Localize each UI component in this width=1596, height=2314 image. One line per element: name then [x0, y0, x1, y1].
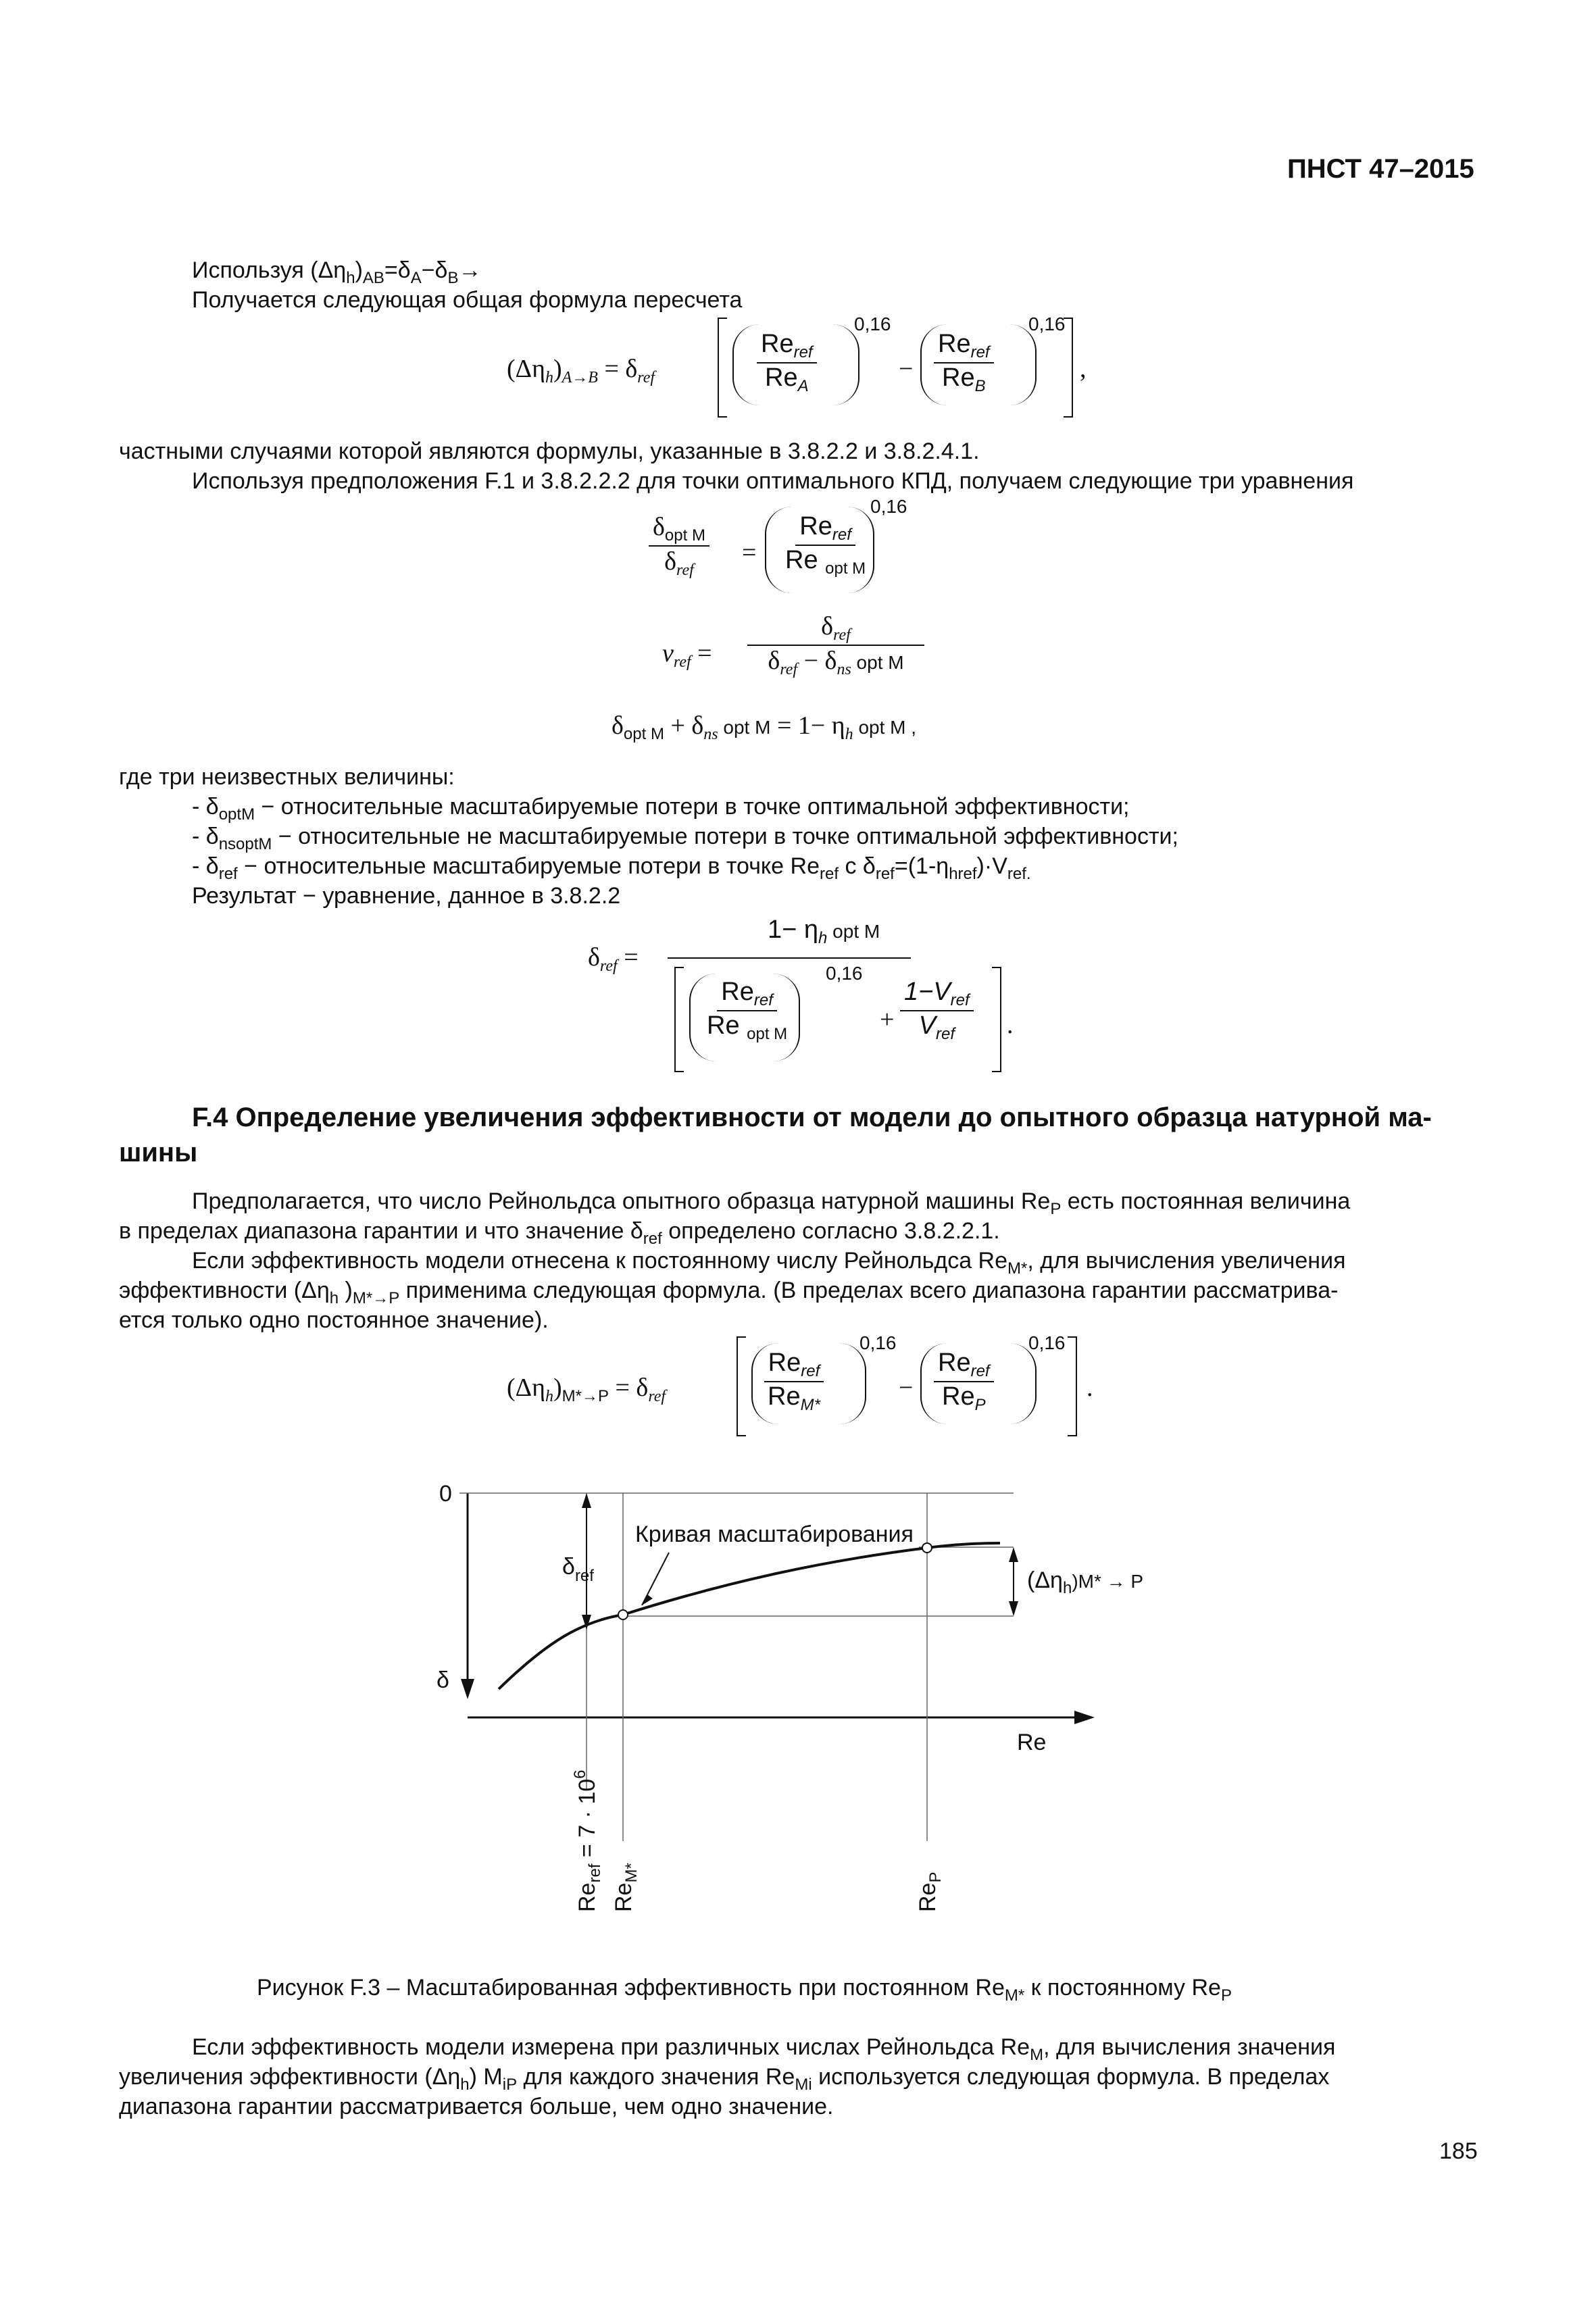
figure-caption: Рисунок F.3 – Масштабированная эффективность при постоянном $Re_{M*}$ к постоянному $Re_P$: [257, 1975, 1232, 2005]
formula-conversion-general: $(\Delta\eta_h)_{A\to B} = \delta_{ref}$ $Re_{ref}$ $Re_A$ 0,16 − $Re_{ref}$ $Re_B$ 0,16 ,: [507, 318, 1115, 419]
para4-line3: Если эффективность модели отнесена к постоянному числу Рейнольдса $Re_{M*}$, для вычисления увеличения: [192, 1248, 1346, 1278]
x-axis-label: Re: [1017, 1730, 1047, 1755]
result-line: Результат − уравнение, данное в 3.8.2.2: [192, 883, 621, 909]
point-p: [922, 1543, 932, 1553]
intro-line-1: Используя $(\Delta\eta_h)_{AB}=\delta_A-\delta_B\to$: [192, 257, 482, 287]
point-m: [618, 1610, 628, 1619]
main-fraction-bar: [668, 957, 911, 959]
section-f4-title-line1: F.4 Определение увеличения эффективности от модели до опытного образца натурной ма-: [192, 1103, 1432, 1132]
right-paren: [831, 324, 859, 405]
unknown-item-2: - $\delta_{nsoptM}$ − относительные не масштабируемые потери в точке оптимальной эффективности;: [192, 824, 1178, 853]
minus-sign: −: [899, 355, 914, 383]
y-axis-arrow: [461, 1679, 474, 1699]
delta-ref-label: $\delta_{ref}$: [562, 1554, 594, 1585]
gain-label: ($\Delta\eta_h^{)M* \to P}$: [1027, 1567, 1144, 1597]
y-zero-label: 0: [439, 1481, 452, 1507]
right-bracket: [1064, 318, 1073, 418]
formula-opt-ratio: $\delta_{opt M}$ $\delta_{ref}$ = $Re_{ref}$ Re $_{opt M}$ 0,16: [649, 500, 959, 608]
para4-line5: ется только одно постоянное значение).: [119, 1307, 549, 1333]
para5-line3: диапазона гарантии рассматривается больше, чем одно значение.: [119, 2094, 834, 2119]
para4-line4: эффективности ($\Delta\eta_h$ )$_{M*\to P}$ применима следующая формула. (В пределах всего диапазона гарантии рассматрива-: [119, 1278, 1339, 1307]
formula-step-up: $(\Delta\eta_h)_{M*\to P} = \delta_{ref}$ $Re_{ref}$ $Re_{M*}$ 0,16 − $Re_{ref}$ $Re_P$ 0,16 .: [507, 1336, 1115, 1438]
right-paren-2: [1008, 324, 1037, 405]
para2-line2: Используя предположения F.1 и 3.8.2.2.2 для точки оптимального КПД, получаем следующие три уравнения: [192, 468, 1354, 494]
para2-line1: частными случаями которой являются формулы, указанные в 3.8.2.2 и 3.8.2.4.1.: [119, 438, 980, 464]
exponent-2: 0,16: [1028, 313, 1066, 334]
curve-label: Кривая масштабирования: [635, 1521, 914, 1547]
para5-line2: увеличения эффективности $(\Delta\eta_h)$ $M_{iP}$ для каждого значения $Re_{Mi}$ используется следующая формула. В пределах: [119, 2064, 1330, 2094]
para4-line2: в пределах диапазона гарантии и что значение $\delta_{ref}$ определено согласно 3.8.2.2.1.: [119, 1218, 1000, 1248]
ratio-2: $Re_{ref}$ $Re_B$: [934, 330, 994, 396]
left-bracket: [718, 318, 727, 418]
exponent-1: 0,16: [854, 313, 891, 334]
x-p-label: $Re_P$: [915, 1871, 945, 1912]
figure-scaling-curve: [405, 1473, 1176, 1932]
x-m-label: $Re_{M*}$: [611, 1863, 641, 1912]
intro-line-2: Получается следующая общая формула пересчета: [192, 287, 743, 313]
formula-v-ref: $v_{ref}$ = $\delta_{ref}$ $\delta_{ref} - \delta_{ns}$ opt M: [662, 611, 946, 699]
formula-loss-balance: $\delta_{opt M} + \delta_{ns}$ opt $M = 1- \eta_h$ opt M ,: [612, 711, 917, 743]
x-axis-arrow: [1074, 1711, 1095, 1724]
x-ref-label: $Re_{ref} = 7 \cdot 10^6$: [571, 1769, 604, 1912]
para4-line1: Предполагается, что число Рейнольдса опытного образца натурной машины $Re_P$ есть постоянная величина: [192, 1188, 1351, 1218]
document-id: ПНСТ 47–2015: [1287, 154, 1474, 184]
y-delta-label: δ: [437, 1667, 449, 1693]
para3-intro: где три неизвестных величины:: [119, 764, 455, 790]
para5-line1: Если эффективность модели измерена при различных числах Рейнольдса $Re_M$, для вычисления значения: [192, 2034, 1336, 2064]
formula-delta-ref: $\delta_{ref}$ = $1- \eta_h$ opt M $Re_{ref}$ Re $_{opt M}$ 0,16 + $1-V_{ref}$ $V_{ref}$ .: [588, 915, 1020, 1078]
section-f4-title-line2: шины: [119, 1138, 198, 1167]
page-number: 185: [1439, 2138, 1478, 2164]
unknown-item-1: - $\delta_{optM}$ − относительные масштабируемые потери в точке оптимальной эффективности;: [192, 794, 1130, 824]
ratio-1: $Re_{ref}$ $Re_A$: [757, 330, 817, 396]
unknown-item-3: - $\delta_{ref}$ − относительные масштабируемые потери в точке $Re_{ref}$ с $\delta_{ref}=(1-\eta_{href})\cdot V_{ref.}$: [192, 853, 1031, 883]
